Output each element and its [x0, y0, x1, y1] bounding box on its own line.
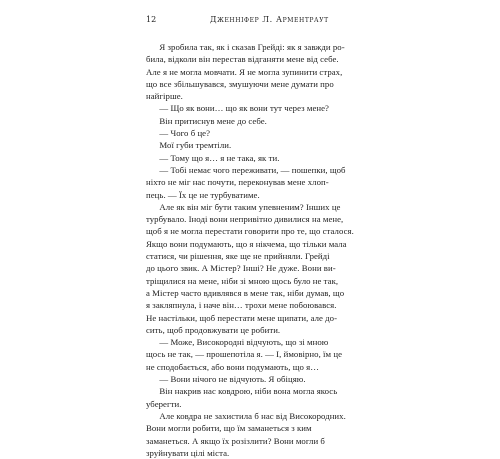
text-line: найгірше. [146, 91, 183, 102]
text-line: Вони могли робити, що їм заманеться з ким [146, 423, 312, 434]
text-line: — Тому що я… я не така, як ти. [146, 152, 280, 163]
text-line: Якщо вони подумають, що я нікчема, що тільки мала [146, 238, 347, 249]
text-line: не сподобається, або вони подумають, що я… [146, 361, 320, 372]
text-line: уберегти. [146, 398, 182, 409]
running-head-author: Дженніфер Л. Арментраут [210, 15, 329, 24]
text-line: щось не так, — прошепотіла я. — І, ймовірно, їм це [146, 349, 343, 360]
text-line: Але як він міг бути таким упевненим? Інших це [146, 201, 341, 212]
text-line: Не настільки, щоб перестати мене щипати, але до- [146, 312, 338, 323]
text-line: а Містер часто вдивлявся в мене так, ніби думав, що [146, 287, 345, 298]
text-line: тріщилися на мене, ніби зі мною щось було не так, [146, 275, 339, 286]
text-line: Але я не могла мовчати. Я не могла зупинити страх, [146, 66, 343, 77]
text-line: пець. — Їх це не турбуватиме. [146, 189, 260, 200]
text-line: — Чого б це? [146, 128, 211, 139]
text-line: била, відколи він перестав відганяти мене від себе. [146, 54, 339, 65]
body-text [146, 41, 378, 459]
text-line: статися, чи рішення, яке ще не прийняли. Грейді [146, 251, 330, 262]
text-line: сить, щоб продовжувати це робити. [146, 324, 281, 335]
text-line: — Що як вони… що як вони тут через мене? [146, 103, 329, 114]
text-line: ніхто не міг нас почути, переконував мене хлоп- [146, 177, 329, 188]
text-line: — Може, Високородні відчують, що зі мною [146, 337, 329, 348]
text-line: — Тобі немає чого переживати, — пошепки, щоб [146, 164, 346, 175]
page-number: 12 [146, 15, 157, 24]
text-line: Мої губи тремтіли. [146, 140, 232, 151]
text-line: Я зробила так, як і сказав Грейді: як я завжди ро- [146, 42, 345, 52]
text-line: турбувало. Іноді вони непривітно дивилися на мене, [146, 214, 344, 225]
text-line: я закляпнула, і наче він… трохи мене побоювався. [146, 300, 337, 311]
text-line: щоб я не могла перестати говорити про те, що сталося. [146, 226, 354, 237]
text-line: Він притиснув мене до себе. [146, 115, 267, 126]
text-line: — Вони нічого не відчують. Я обіцяю. [146, 374, 306, 385]
text-line: Він накрив нас ковдрою, ніби вона могла якось [146, 386, 338, 397]
running-head [146, 13, 386, 27]
text-line: зруйнувати цілі міста. [146, 447, 230, 458]
text-line: до цього звик. А Містер? Інші? Не дуже. Вони ви- [146, 263, 336, 274]
text-line: заманеться. А якщо їх розізлити? Вони могли б [146, 435, 325, 446]
text-line: Але ковдра не захистила б нас від Високородних. [146, 410, 346, 421]
text-line: що все збільшувався, змушуючи мене думати про [146, 78, 334, 89]
